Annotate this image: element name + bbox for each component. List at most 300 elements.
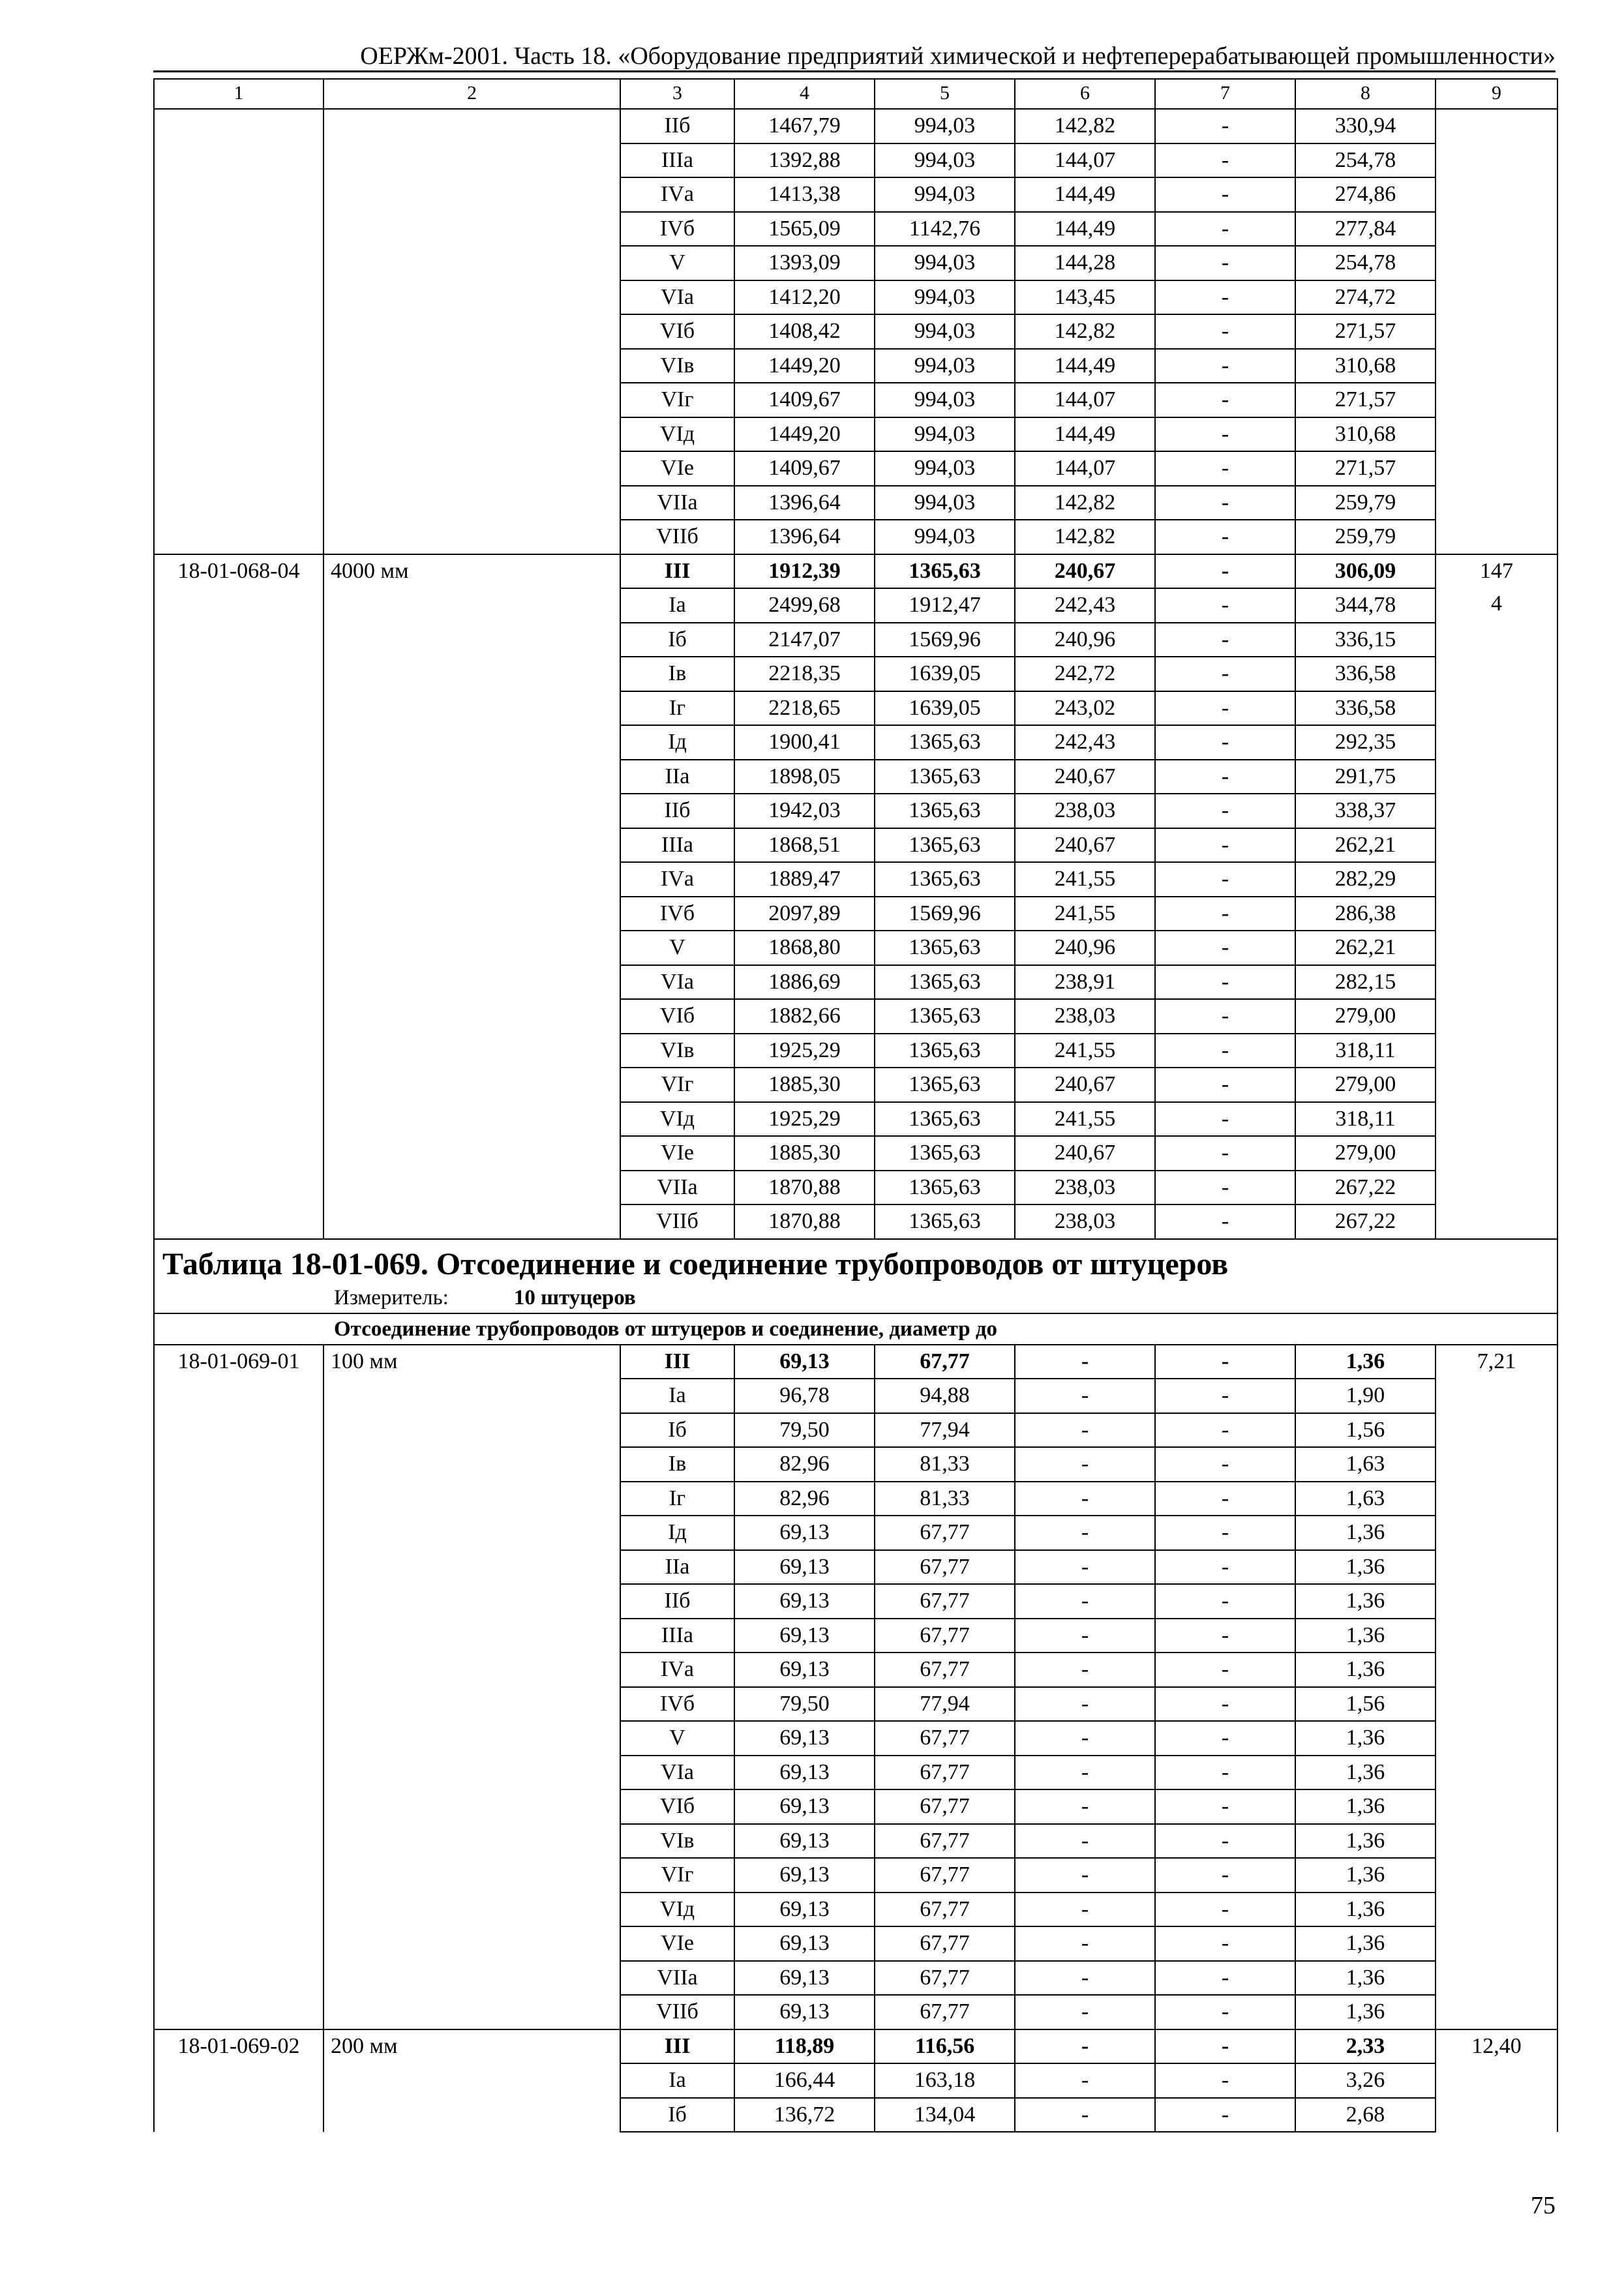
value-cell-5: 994,03 (875, 486, 1015, 520)
zone-cell: IIIа (620, 1619, 734, 1653)
column-number: 9 (1436, 79, 1557, 109)
zone-cell: VIг (620, 1068, 734, 1102)
rate-name: 200 мм (323, 2029, 620, 2132)
value-cell-7: - (1155, 725, 1295, 760)
measure-line (155, 1286, 1557, 1310)
value-cell-7: - (1155, 143, 1295, 178)
zone-cell: VIд (620, 1102, 734, 1137)
value-cell-4: 2218,65 (734, 691, 875, 726)
value-cell-8: 1,36 (1295, 1789, 1436, 1824)
zone-cell: V (620, 931, 734, 965)
value-cell-7: - (1155, 520, 1295, 554)
value-cell-7: - (1155, 1447, 1295, 1482)
value-cell-7: - (1155, 897, 1295, 931)
value-cell-4: 1393,09 (734, 246, 875, 280)
zone-cell: IVб (620, 212, 734, 247)
value-cell-8: 1,36 (1295, 1756, 1436, 1790)
value-cell-6: 238,03 (1015, 1204, 1155, 1239)
value-cell-6: 240,67 (1015, 1136, 1155, 1171)
value-cell-8: 1,36 (1295, 1721, 1436, 1756)
value-cell-6: - (1015, 1619, 1155, 1653)
value-cell-6: - (1015, 1824, 1155, 1859)
value-cell-6: 241,55 (1015, 897, 1155, 931)
value-cell-4: 69,13 (734, 1789, 875, 1824)
column-9-value: 7,21 (1477, 1349, 1516, 1373)
value-cell-6: 240,96 (1015, 623, 1155, 657)
value-cell-7: - (1155, 1102, 1295, 1137)
value-cell-4: 1886,69 (734, 965, 875, 1000)
value-cell-7: - (1155, 554, 1295, 589)
value-cell-7: - (1155, 314, 1295, 349)
value-cell-5: 67,77 (875, 1824, 1015, 1859)
value-cell-8: 1,36 (1295, 1550, 1436, 1585)
value-cell-4: 69,13 (734, 1550, 875, 1585)
value-cell-7: - (1155, 1858, 1295, 1893)
value-cell-4: 1408,42 (734, 314, 875, 349)
zone-cell: VIIб (620, 520, 734, 554)
value-cell-4: 166,44 (734, 2063, 875, 2098)
zone-cell: VIа (620, 280, 734, 315)
value-cell-7: - (1155, 1379, 1295, 1413)
rate-code (154, 109, 323, 554)
column-9-value: 4 (1491, 591, 1502, 616)
value-cell-6: - (1015, 1516, 1155, 1550)
value-cell-6: 241,55 (1015, 1102, 1155, 1137)
value-cell-7: - (1155, 1413, 1295, 1448)
value-cell-8: 1,36 (1295, 1893, 1436, 1927)
column-number: 4 (734, 79, 875, 109)
value-cell-6: - (1015, 2029, 1155, 2064)
value-cell-4: 2218,35 (734, 657, 875, 691)
value-cell-5: 1912,47 (875, 588, 1015, 623)
zone-cell: VIв (620, 1824, 734, 1859)
value-cell-8: 1,36 (1295, 1653, 1436, 1687)
value-cell-6: 240,67 (1015, 554, 1155, 589)
value-cell-5: 994,03 (875, 451, 1015, 486)
value-cell-4: 1942,03 (734, 794, 875, 828)
value-cell-5: 1365,63 (875, 862, 1015, 897)
zone-cell: VIд (620, 1893, 734, 1927)
value-cell-8: 318,11 (1295, 1034, 1436, 1068)
zone-cell: Iв (620, 1447, 734, 1482)
value-cell-4: 1885,30 (734, 1068, 875, 1102)
value-cell-7: - (1155, 2063, 1295, 2098)
zone-cell: III (620, 2029, 734, 2064)
zone-cell: VIг (620, 1858, 734, 1893)
value-cell-8: 2,68 (1295, 2098, 1436, 2132)
value-cell-4: 1449,20 (734, 417, 875, 452)
value-cell-5: 77,94 (875, 1413, 1015, 1448)
column-9-cell (1436, 109, 1557, 554)
value-cell-5: 994,03 (875, 246, 1015, 280)
value-cell-5: 1365,63 (875, 760, 1015, 794)
column-number: 6 (1015, 79, 1155, 109)
value-cell-5: 67,77 (875, 1584, 1015, 1619)
zone-cell: VIв (620, 1034, 734, 1068)
value-cell-8: 279,00 (1295, 1068, 1436, 1102)
value-cell-8: 271,57 (1295, 451, 1436, 486)
value-cell-7: - (1155, 862, 1295, 897)
zone-cell: Iд (620, 725, 734, 760)
value-cell-6: 144,49 (1015, 177, 1155, 212)
value-cell-5: 67,77 (875, 1926, 1015, 1961)
value-cell-4: 1412,20 (734, 280, 875, 315)
value-cell-7: - (1155, 1961, 1295, 1996)
value-cell-6: 238,03 (1015, 794, 1155, 828)
zone-cell: VIб (620, 1789, 734, 1824)
value-cell-7: - (1155, 417, 1295, 452)
value-cell-5: 67,77 (875, 1721, 1015, 1756)
value-cell-4: 1925,29 (734, 1102, 875, 1137)
value-cell-7: - (1155, 280, 1295, 315)
value-cell-7: - (1155, 1687, 1295, 1722)
value-cell-7: - (1155, 760, 1295, 794)
value-cell-6: 240,67 (1015, 760, 1155, 794)
table-row (154, 109, 1557, 143)
value-cell-5: 67,77 (875, 1789, 1015, 1824)
value-cell-4: 2147,07 (734, 623, 875, 657)
value-cell-4: 1912,39 (734, 554, 875, 589)
rate-code: 18-01-068-04 (154, 554, 323, 1239)
zone-cell: VIг (620, 383, 734, 417)
value-cell-6: - (1015, 2098, 1155, 2132)
value-cell-4: 1396,64 (734, 486, 875, 520)
value-cell-5: 1569,96 (875, 623, 1015, 657)
value-cell-5: 67,77 (875, 1756, 1015, 1790)
value-cell-6: 144,49 (1015, 417, 1155, 452)
zone-cell: III (620, 554, 734, 589)
value-cell-8: 274,72 (1295, 280, 1436, 315)
value-cell-6: 142,82 (1015, 109, 1155, 143)
price-table (153, 78, 1558, 2132)
value-cell-8: 1,90 (1295, 1379, 1436, 1413)
value-cell-7: - (1155, 486, 1295, 520)
value-cell-5: 994,03 (875, 143, 1015, 178)
value-cell-5: 67,77 (875, 1961, 1015, 1996)
value-cell-8: 267,22 (1295, 1204, 1436, 1239)
value-cell-6: 143,45 (1015, 280, 1155, 315)
value-cell-7: - (1155, 1136, 1295, 1171)
value-cell-7: - (1155, 1345, 1295, 1379)
value-cell-7: - (1155, 931, 1295, 965)
zone-cell: VIе (620, 1926, 734, 1961)
value-cell-4: 1396,64 (734, 520, 875, 554)
zone-cell: VIе (620, 1136, 734, 1171)
value-cell-5: 67,77 (875, 1893, 1015, 1927)
value-cell-4: 69,13 (734, 1516, 875, 1550)
value-cell-8: 338,37 (1295, 794, 1436, 828)
value-cell-6: 238,91 (1015, 965, 1155, 1000)
value-cell-6: - (1015, 1653, 1155, 1687)
value-cell-4: 1925,29 (734, 1034, 875, 1068)
value-cell-5: 1639,05 (875, 691, 1015, 726)
value-cell-5: 67,77 (875, 1858, 1015, 1893)
zone-cell: Iд (620, 1516, 734, 1550)
value-cell-7: - (1155, 1204, 1295, 1239)
zone-cell: VIб (620, 314, 734, 349)
value-cell-5: 94,88 (875, 1379, 1015, 1413)
rate-name: 100 мм (323, 1345, 620, 2029)
header-rule (153, 70, 1556, 72)
table-row (154, 1345, 1557, 1379)
value-cell-4: 1413,38 (734, 177, 875, 212)
value-cell-5: 1365,63 (875, 931, 1015, 965)
value-cell-8: 286,38 (1295, 897, 1436, 931)
value-cell-4: 2097,89 (734, 897, 875, 931)
value-cell-8: 330,94 (1295, 109, 1436, 143)
value-cell-4: 96,78 (734, 1379, 875, 1413)
zone-cell: VIIб (620, 1204, 734, 1239)
value-cell-5: 67,77 (875, 1345, 1015, 1379)
value-cell-8: 267,22 (1295, 1171, 1436, 1205)
value-cell-4: 1882,66 (734, 999, 875, 1034)
value-cell-5: 1365,63 (875, 1068, 1015, 1102)
value-cell-7: - (1155, 451, 1295, 486)
zone-cell: IIб (620, 794, 734, 828)
value-cell-4: 1885,30 (734, 1136, 875, 1171)
value-cell-7: - (1155, 2029, 1295, 2064)
value-cell-6: 240,67 (1015, 1068, 1155, 1102)
value-cell-7: - (1155, 1926, 1295, 1961)
value-cell-4: 1889,47 (734, 862, 875, 897)
measure-value: 10 штуцеров (513, 1285, 636, 1309)
zone-cell: V (620, 246, 734, 280)
value-cell-8: 310,68 (1295, 417, 1436, 452)
value-cell-8: 279,00 (1295, 1136, 1436, 1171)
zone-cell: Iа (620, 1379, 734, 1413)
value-cell-4: 1467,79 (734, 109, 875, 143)
value-cell-5: 67,77 (875, 1516, 1015, 1550)
value-cell-7: - (1155, 212, 1295, 247)
column-number-row (154, 79, 1557, 109)
value-cell-5: 67,77 (875, 1550, 1015, 1585)
value-cell-6: 241,55 (1015, 862, 1155, 897)
value-cell-5: 134,04 (875, 2098, 1015, 2132)
page-number: 75 (1531, 2192, 1556, 2219)
value-cell-5: 994,03 (875, 177, 1015, 212)
zone-cell: VIIа (620, 1171, 734, 1205)
table-body (154, 79, 1557, 2132)
column-9-cell (1436, 1345, 1557, 2029)
value-cell-8: 1,36 (1295, 1961, 1436, 1996)
value-cell-6: - (1015, 1789, 1155, 1824)
column-9-cell (1436, 2029, 1557, 2132)
value-cell-6: - (1015, 1584, 1155, 1619)
value-cell-8: 274,86 (1295, 177, 1436, 212)
value-cell-6: - (1015, 1995, 1155, 2029)
value-cell-8: 306,09 (1295, 554, 1436, 589)
value-cell-8: 344,78 (1295, 588, 1436, 623)
value-cell-7: - (1155, 1619, 1295, 1653)
value-cell-8: 336,15 (1295, 623, 1436, 657)
value-cell-7: - (1155, 1824, 1295, 1859)
value-cell-6: 142,82 (1015, 486, 1155, 520)
zone-cell: VIд (620, 417, 734, 452)
value-cell-6: 144,49 (1015, 349, 1155, 383)
value-cell-8: 3,26 (1295, 2063, 1436, 2098)
value-cell-4: 69,13 (734, 1619, 875, 1653)
value-cell-8: 1,56 (1295, 1687, 1436, 1722)
value-cell-7: - (1155, 1584, 1295, 1619)
value-cell-7: - (1155, 246, 1295, 280)
value-cell-8: 262,21 (1295, 828, 1436, 863)
value-cell-6: 243,02 (1015, 691, 1155, 726)
value-cell-6: - (1015, 1379, 1155, 1413)
value-cell-5: 994,03 (875, 383, 1015, 417)
zone-cell: IIIа (620, 143, 734, 178)
value-cell-4: 79,50 (734, 1413, 875, 1448)
zone-cell: IVа (620, 177, 734, 212)
zone-cell: VIа (620, 965, 734, 1000)
value-cell-8: 1,36 (1295, 1584, 1436, 1619)
value-cell-5: 1365,63 (875, 554, 1015, 589)
value-cell-4: 1449,20 (734, 349, 875, 383)
value-cell-6: 144,49 (1015, 212, 1155, 247)
value-cell-4: 1409,67 (734, 383, 875, 417)
value-cell-8: 318,11 (1295, 1102, 1436, 1137)
value-cell-8: 282,15 (1295, 965, 1436, 1000)
zone-cell: IVа (620, 862, 734, 897)
value-cell-6: 142,82 (1015, 314, 1155, 349)
value-cell-4: 69,13 (734, 1756, 875, 1790)
value-cell-6: 238,03 (1015, 1171, 1155, 1205)
value-cell-7: - (1155, 1068, 1295, 1102)
value-cell-5: 77,94 (875, 1687, 1015, 1722)
value-cell-7: - (1155, 383, 1295, 417)
value-cell-5: 163,18 (875, 2063, 1015, 2098)
value-cell-6: - (1015, 1550, 1155, 1585)
zone-cell: IVб (620, 897, 734, 931)
column-number: 7 (1155, 79, 1295, 109)
value-cell-5: 1365,63 (875, 725, 1015, 760)
value-cell-7: - (1155, 1550, 1295, 1585)
value-cell-5: 1569,96 (875, 897, 1015, 931)
value-cell-5: 1365,63 (875, 1136, 1015, 1171)
value-cell-5: 81,33 (875, 1447, 1015, 1482)
column-number: 2 (323, 79, 620, 109)
value-cell-5: 67,77 (875, 1995, 1015, 2029)
zone-cell: IIа (620, 760, 734, 794)
value-cell-7: - (1155, 1516, 1295, 1550)
zone-cell: VIа (620, 1756, 734, 1790)
value-cell-4: 1900,41 (734, 725, 875, 760)
value-cell-7: - (1155, 349, 1295, 383)
value-cell-8: 259,79 (1295, 520, 1436, 554)
zone-cell: Iг (620, 1482, 734, 1516)
value-cell-4: 82,96 (734, 1482, 875, 1516)
value-cell-8: 1,36 (1295, 1516, 1436, 1550)
value-cell-7: - (1155, 1995, 1295, 2029)
value-cell-8: 1,63 (1295, 1447, 1436, 1482)
value-cell-7: - (1155, 1034, 1295, 1068)
value-cell-5: 1365,63 (875, 1171, 1015, 1205)
value-cell-5: 994,03 (875, 314, 1015, 349)
value-cell-6: - (1015, 1447, 1155, 1482)
value-cell-4: 1868,51 (734, 828, 875, 863)
value-cell-7: - (1155, 657, 1295, 691)
value-cell-6: 240,96 (1015, 931, 1155, 965)
value-cell-6: 238,03 (1015, 999, 1155, 1034)
value-cell-5: 1365,63 (875, 1034, 1015, 1068)
value-cell-7: - (1155, 1789, 1295, 1824)
zone-cell: Iг (620, 691, 734, 726)
zone-cell: VIIб (620, 1995, 734, 2029)
value-cell-4: 1870,88 (734, 1171, 875, 1205)
value-cell-8: 2,33 (1295, 2029, 1436, 2064)
value-cell-8: 336,58 (1295, 657, 1436, 691)
header-title: ОЕРЖм-2001. Часть 18. «Оборудование предприятий химической и нефтеперерабатывающей промышленности» (360, 42, 1556, 70)
value-cell-6: - (1015, 1893, 1155, 1927)
table-title-row (154, 1239, 1557, 1313)
value-cell-4: 2499,68 (734, 588, 875, 623)
value-cell-6: 144,07 (1015, 143, 1155, 178)
value-cell-6: 144,07 (1015, 451, 1155, 486)
value-cell-6: 241,55 (1015, 1034, 1155, 1068)
zone-cell: VIIа (620, 1961, 734, 1996)
value-cell-8: 271,57 (1295, 314, 1436, 349)
value-cell-6: 242,72 (1015, 657, 1155, 691)
value-cell-8: 282,29 (1295, 862, 1436, 897)
column-9-value: 147 (1480, 558, 1513, 583)
value-cell-7: - (1155, 1893, 1295, 1927)
table-title-cell (154, 1239, 1557, 1313)
measure-label: Измеритель: (334, 1285, 449, 1309)
value-cell-5: 81,33 (875, 1482, 1015, 1516)
value-cell-5: 994,03 (875, 280, 1015, 315)
subsection-row (154, 1313, 1557, 1345)
value-cell-8: 1,63 (1295, 1482, 1436, 1516)
zone-cell: IIб (620, 109, 734, 143)
value-cell-8: 279,00 (1295, 999, 1436, 1034)
zone-cell: VIе (620, 451, 734, 486)
value-cell-4: 69,13 (734, 1926, 875, 1961)
value-cell-8: 292,35 (1295, 725, 1436, 760)
value-cell-7: - (1155, 623, 1295, 657)
value-cell-4: 69,13 (734, 1961, 875, 1996)
value-cell-7: - (1155, 965, 1295, 1000)
zone-cell: IIб (620, 1584, 734, 1619)
subsection-title: Отсоединение трубопроводов от штуцеров и соединение, диаметр до (154, 1313, 1557, 1345)
value-cell-8: 277,84 (1295, 212, 1436, 247)
value-cell-7: - (1155, 1721, 1295, 1756)
value-cell-5: 1365,63 (875, 999, 1015, 1034)
value-cell-4: 69,13 (734, 1995, 875, 2029)
value-cell-8: 259,79 (1295, 486, 1436, 520)
value-cell-8: 1,36 (1295, 1995, 1436, 2029)
table-title: Таблица 18-01-069. Отсоединение и соединение трубопроводов от штуцеров (162, 1246, 1229, 1281)
rate-code: 18-01-069-01 (154, 1345, 323, 2029)
rate-name (323, 109, 620, 554)
value-cell-6: - (1015, 1687, 1155, 1722)
zone-cell: IIа (620, 1550, 734, 1585)
value-cell-5: 67,77 (875, 1653, 1015, 1687)
value-cell-7: - (1155, 1482, 1295, 1516)
value-cell-4: 82,96 (734, 1447, 875, 1482)
value-cell-4: 69,13 (734, 1858, 875, 1893)
column-number: 1 (154, 79, 323, 109)
value-cell-4: 1870,88 (734, 1204, 875, 1239)
value-cell-8: 1,56 (1295, 1413, 1436, 1448)
zone-cell: IVб (620, 1687, 734, 1722)
value-cell-4: 1565,09 (734, 212, 875, 247)
value-cell-7: - (1155, 1171, 1295, 1205)
value-cell-8: 271,57 (1295, 383, 1436, 417)
value-cell-8: 310,68 (1295, 349, 1436, 383)
value-cell-6: 242,43 (1015, 725, 1155, 760)
value-cell-8: 262,21 (1295, 931, 1436, 965)
value-cell-6: - (1015, 1858, 1155, 1893)
value-cell-6: - (1015, 1756, 1155, 1790)
